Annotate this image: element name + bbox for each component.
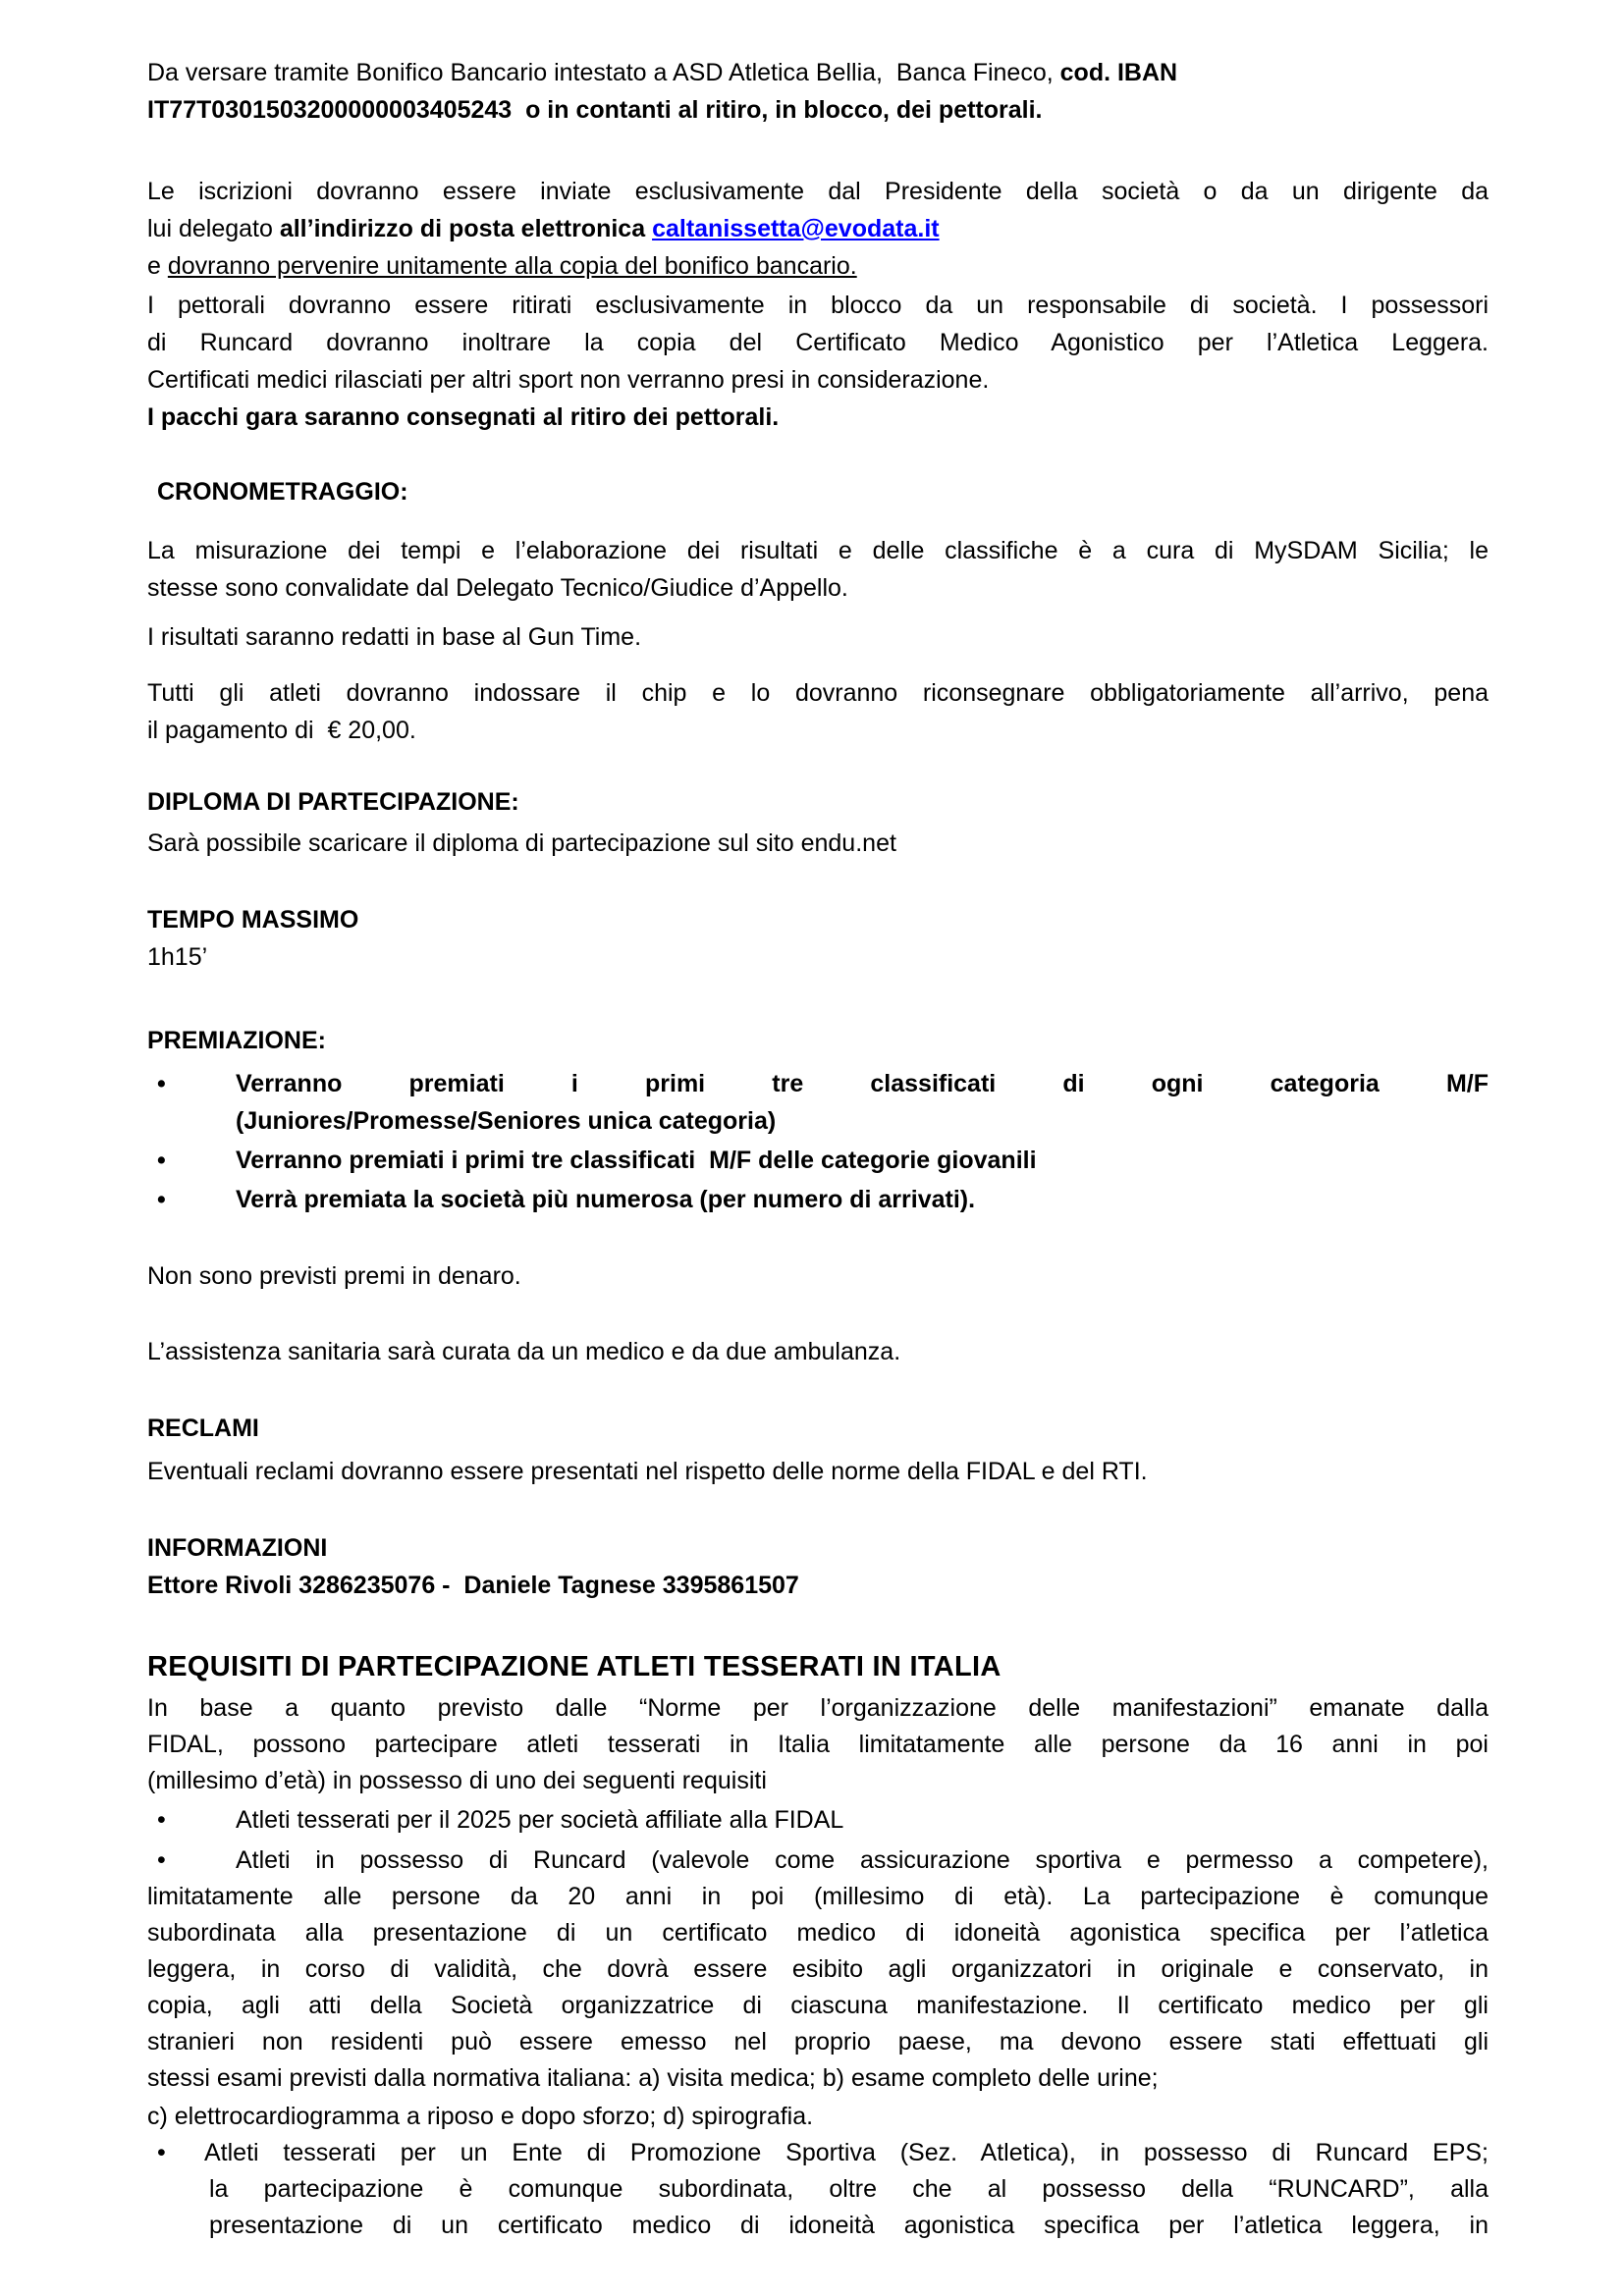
text-line (147, 1333, 1489, 1370)
timing-heading (147, 473, 1489, 510)
text-line (147, 1181, 1489, 1218)
timing-paragraph (147, 532, 1489, 607)
text-line (147, 473, 1489, 510)
text-run: INFORMAZIONI (147, 1534, 328, 1562)
text-run: L’assistenza sanitaria sarà curata da un medico e da due ambulanza. (147, 1338, 901, 1365)
requirement-exams-line (147, 2099, 1489, 2135)
text-line (147, 783, 1489, 821)
text-run: I pacchi gara saranno consegnati al ritiro dei pettorali. (147, 403, 780, 431)
text-line (147, 674, 1489, 712)
text-run: Verranno premiati i primi tre classificati di ogni categoria M/F (236, 1070, 1489, 1097)
text-line (147, 1142, 1489, 1179)
time-limit-value (147, 938, 1489, 976)
text-run: lui delegato (147, 215, 280, 242)
text-run: Ettore Rivoli 3286235076 - Daniele Tagnese 3395861507 (147, 1572, 799, 1599)
text-line (147, 2060, 1489, 2097)
text-line (147, 54, 1489, 91)
text-line (147, 1022, 1489, 1059)
text-run: IT77T0301503200000003405243 o in contanti al ritiro, in blocco, dei pettorali. (147, 96, 1043, 124)
text-run: Le iscrizioni dovranno essere inviate esclusivamente dal Presidente della società o da un dirigente da (147, 178, 1489, 205)
text-run: TEMPO MASSIMO (147, 906, 359, 934)
text-run: CRONOMETRAGGIO: (157, 478, 408, 506)
text-line (147, 1065, 1489, 1102)
text-line (147, 901, 1489, 938)
diploma-heading (147, 783, 1489, 821)
text-line (147, 324, 1489, 361)
text-run: stessi esami previsti dalla normativa italiana: a) visita medica; b) esame completo delle urine; (147, 2064, 1159, 2092)
text-line (147, 1410, 1489, 1447)
text-run: FIDAL, possono partecipare atleti tesserati in Italia limitatamente alle persone da 16 anni in poi (147, 1731, 1489, 1758)
award-bullet-team (147, 1181, 1489, 1218)
text-run: Sarà possibile scaricare il diploma di partecipazione sul sito endu.net (147, 829, 896, 857)
text-line (147, 825, 1489, 862)
time-limit-heading (147, 901, 1489, 938)
text-run: cod. IBAN (1059, 59, 1178, 86)
text-run: La misurazione dei tempi e l’elaborazione dei risultati e delle classifiche è a cura di MySDAM Sicilia; le (147, 537, 1489, 564)
text-run: DIPLOMA DI PARTECIPAZIONE: (147, 788, 519, 816)
requirement-bullet-eps (147, 2135, 1489, 2244)
text-line (147, 2135, 1489, 2171)
bullet-icon: • (157, 1070, 166, 1097)
text-line (147, 361, 1489, 399)
text-line (147, 1529, 1489, 1567)
bib-pickup-paragraph (147, 287, 1489, 399)
text-run: I risultati saranno redatti in base al Gun Time. (147, 623, 642, 651)
text-run: il pagamento di € 20,00. (147, 717, 416, 744)
text-run: (millesimo d’età) in possesso di uno dei seguenti requisiti (147, 1767, 767, 1794)
text-run: PREMIAZIONE: (147, 1027, 326, 1054)
text-run: I pettorali dovranno essere ritirati esclusivamente in blocco da un responsabile di società. I possessori (147, 292, 1489, 319)
no-cash-paragraph (147, 1257, 1489, 1295)
text-line (147, 2208, 1489, 2244)
text-run: all’indirizzo di posta elettronica (279, 215, 653, 242)
text-run: Tutti gli atleti dovranno indossare il chip e lo dovranno riconsegnare obbligatoriamente all’arrivo, pena (147, 679, 1489, 707)
text-line (147, 618, 1489, 656)
text-run: c) elettrocardiogramma a riposo e dopo sforzo; d) spirografia. (147, 2103, 814, 2130)
claims-paragraph (147, 1453, 1489, 1490)
text-run: la partecipazione è comunque subordinata, oltre che al possesso della “RUNCARD”, alla (209, 2175, 1489, 2203)
bullet-icon: • (157, 1806, 166, 1834)
awards-heading (147, 1022, 1489, 1059)
requirements-intro (147, 1690, 1489, 1799)
text-run: (Juniores/Promesse/Seniores unica categoria) (236, 1107, 777, 1135)
text-run: Eventuali reclami dovranno essere presentati nel rispetto delle norme della FIDAL e del RTI. (147, 1458, 1148, 1485)
text-line (147, 1988, 1489, 2024)
bullet-icon: • (157, 1846, 166, 1874)
text-line (147, 287, 1489, 324)
text-run: In base a quanto previsto dalle “Norme per l’organizzazione delle manifestazioni” emanate dalla (147, 1694, 1489, 1722)
text-run: Non sono previsti premi in denaro. (147, 1262, 521, 1290)
bullet-icon: • (157, 1147, 166, 1174)
text-line (147, 1951, 1489, 1988)
diploma-paragraph (147, 825, 1489, 862)
text-run: Atleti tesserati per il 2025 per società affiliate alla FIDAL (236, 1806, 844, 1834)
text-run: leggera, in corso di validità, che dovrà essere esibito agli organizzatori in originale e conservato, in (147, 1955, 1489, 1983)
requirements-heading (147, 1645, 1489, 1688)
text-line (147, 2099, 1489, 2135)
info-heading (147, 1529, 1489, 1567)
text-line (147, 2024, 1489, 2060)
text-line (147, 399, 1489, 436)
text-run: limitatamente alle persone da 20 anni in poi (millesimo di età). La partecipazione è comunque (147, 1883, 1489, 1910)
claims-heading (147, 1410, 1489, 1447)
text-line (147, 2171, 1489, 2208)
text-line (147, 247, 1489, 285)
text-run: Atleti in possesso di Runcard (valevole come assicurazione sportiva e permesso a competere), (236, 1846, 1489, 1874)
text-line (147, 1257, 1489, 1295)
registration-paragraph (147, 173, 1489, 285)
text-run: RECLAMI (147, 1415, 259, 1442)
text-line (147, 1690, 1489, 1727)
text-line (147, 1645, 1489, 1688)
text-line (147, 91, 1489, 129)
text-line (147, 1802, 1489, 1839)
award-bullet-youth (147, 1142, 1489, 1179)
info-contacts (147, 1567, 1489, 1604)
text-line (147, 938, 1489, 976)
bullet-icon: • (157, 1186, 166, 1213)
text-run: Verranno premiati i primi tre classificati M/F delle categorie giovanili (236, 1147, 1037, 1174)
text-line (147, 1453, 1489, 1490)
award-bullet-category (147, 1065, 1489, 1140)
text-run: subordinata alla presentazione di un certificato medico di idoneità agonistica specifica per l’atletica (147, 1919, 1489, 1947)
text-line (147, 532, 1489, 569)
payment-paragraph (147, 54, 1489, 129)
email-link[interactable]: caltanissetta@evodata.it (652, 215, 940, 242)
text-line (147, 1727, 1489, 1763)
text-run: Atleti tesserati per un Ente di Promozione Sportiva (Sez. Atletica), in possesso di Runcard EPS; (204, 2139, 1489, 2166)
text-run: stesse sono convalidate dal Delegato Tecnico/Giudice d’Appello. (147, 574, 848, 602)
text-run: Certificati medici rilasciati per altri sport non verranno presi in considerazione. (147, 366, 990, 394)
requirement-bullet-runcard (147, 1842, 1489, 2097)
chip-paragraph (147, 674, 1489, 749)
text-line (147, 210, 1489, 247)
requirement-bullet-fidal (147, 1802, 1489, 1839)
text-run: presentazione di un certificato medico di idoneità agonistica specifica per l’atletica leggera, in (209, 2212, 1489, 2239)
text-run: 1h15’ (147, 943, 208, 971)
text-line (147, 1842, 1489, 1879)
text-run: dovranno pervenire unitamente alla copia del bonifico bancario. (167, 252, 857, 280)
text-run: REQUISITI DI PARTECIPAZIONE ATLETI TESSERATI IN ITALIA (147, 1651, 1001, 1682)
text-line (147, 173, 1489, 210)
text-line (147, 1567, 1489, 1604)
text-run: Da versare tramite Bonifico Bancario intestato a ASD Atletica Bellia, Banca Fineco, (147, 59, 1060, 86)
text-run: di Runcard dovranno inoltrare la copia del Certificato Medico Agonistico per l’Atletica Leggera. (147, 329, 1489, 356)
text-line (147, 1915, 1489, 1951)
text-run: stranieri non residenti può essere emesso nel proprio paese, ma devono essere stati effettuati gli (147, 2028, 1489, 2056)
race-pack-paragraph (147, 399, 1489, 436)
text-line (147, 1879, 1489, 1915)
bullet-icon: • (157, 2139, 166, 2166)
text-run: e (147, 252, 168, 280)
guntime-paragraph (147, 618, 1489, 656)
text-run: copia, agli atti della Società organizzatrice di ciascuna manifestazione. Il certificato medico per gli (147, 1992, 1489, 2019)
medical-assistance-paragraph (147, 1333, 1489, 1370)
text-line (147, 712, 1489, 749)
text-run: Verrà premiata la società più numerosa (per numero di arrivati). (236, 1186, 976, 1213)
text-line (147, 1102, 1489, 1140)
text-line (147, 569, 1489, 607)
text-line (147, 1763, 1489, 1799)
